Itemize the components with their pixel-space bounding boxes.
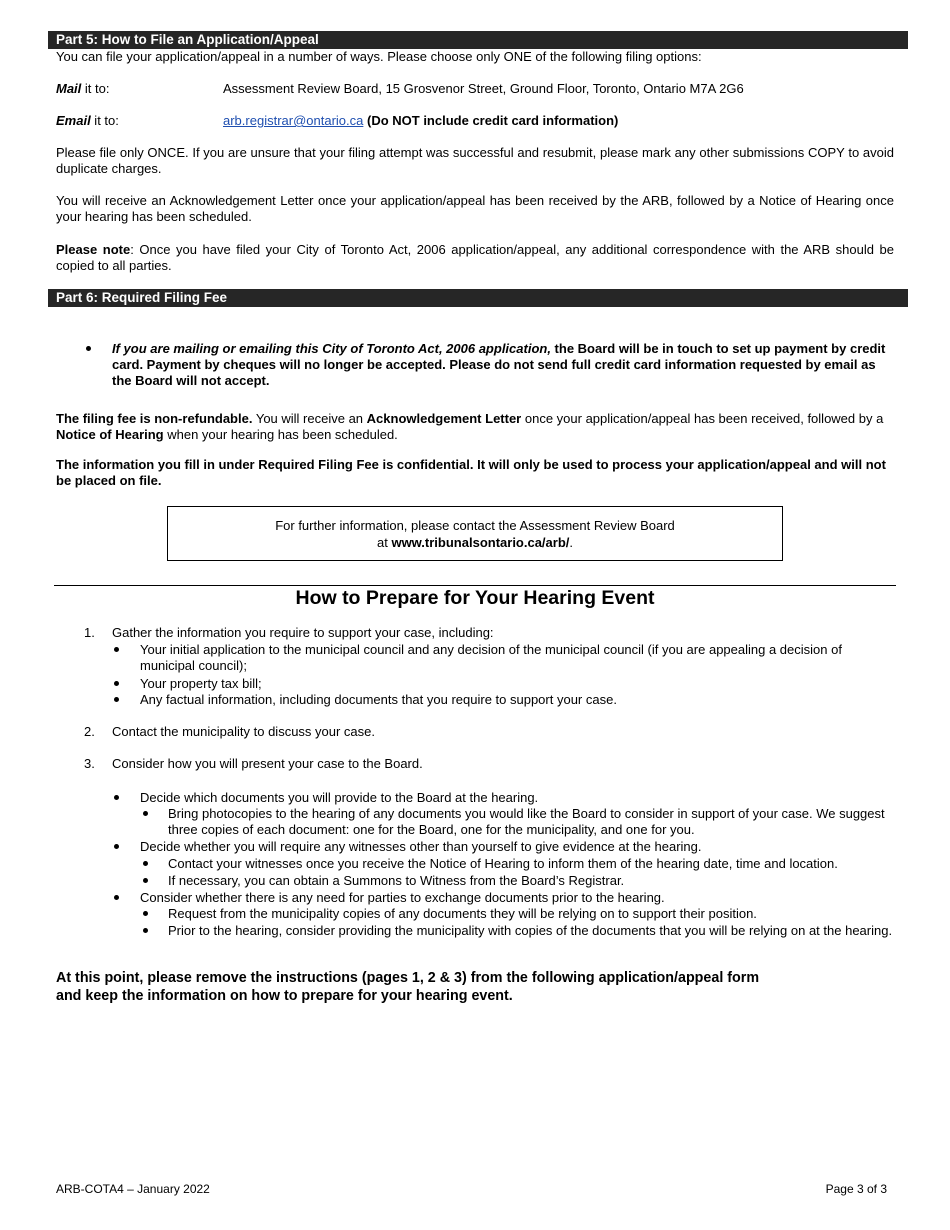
sub-bullet-summons: If necessary, you can obtain a Summons to Witness from the Board’s Registrar.	[168, 873, 625, 888]
payment-bullet	[112, 341, 888, 389]
fee-text-1: You will receive an	[252, 411, 367, 426]
footer-page-number: Page 3 of 3	[825, 1182, 887, 1196]
please-note-bold: Please note	[56, 242, 131, 257]
info-box-period: .	[569, 535, 574, 550]
payment-bullet-text: the Board will be in touch to set up payment by credit card. Payment by cheques will no longer be accepted. Please do not send full credit card information requested by email as the Board will not accept.	[112, 341, 886, 388]
bullet-icon	[114, 895, 119, 900]
item2-text: Contact the municipality to discuss your case.	[112, 724, 376, 739]
final-instruction	[56, 969, 896, 1005]
bullet-icon	[114, 697, 119, 702]
prepare-title: How to Prepare for Your Hearing Event	[295, 587, 655, 609]
item1-bullet-2: Your property tax bill;	[140, 676, 262, 691]
fee-bold: The filing fee is non-refundable.	[56, 411, 253, 426]
info-box-line1: For further information, please contact the Assessment Review Board	[275, 518, 675, 533]
bullet-icon	[114, 844, 119, 849]
footer-form-id: ARB-COTA4 – January 2022	[56, 1182, 210, 1196]
fee-notice-hearing: Notice of Hearing	[56, 427, 164, 442]
confidential-paragraph: The information you fill in under Required Filing Fee is confidential. It will only be used to process your application/appeal and will not be placed on file.	[56, 457, 886, 488]
item3-number: 3.	[84, 756, 95, 771]
acknowledgement-paragraph: You will receive an Acknowledgement Letter once your application/appeal has been received by the ARB, followed by a Notice of Hearing once your hearing has been scheduled.	[56, 193, 894, 224]
info-box-line2	[168, 534, 782, 551]
part5-heading: Part 5: How to File an Application/Appeal	[56, 32, 319, 47]
email-label	[56, 113, 119, 129]
bullet-icon	[143, 928, 148, 933]
email-note: (Do NOT include credit card information)	[367, 113, 619, 128]
sub-bullet-request-copies: Request from the municipality copies of any documents they will be relying on to support their position.	[168, 906, 757, 921]
email-label-rest: it to:	[90, 113, 119, 128]
mail-label-rest: it to:	[81, 81, 110, 96]
final-instruction-line1: At this point, please remove the instructions (pages 1, 2 & 3) from the following application/appeal form	[56, 970, 760, 986]
sub-bullet-documents: Decide which documents you will provide to the Board at the hearing.	[140, 790, 539, 805]
part6-heading-bar	[48, 289, 908, 307]
part6-heading: Part 6: Required Filing Fee	[56, 290, 228, 305]
item1-bullet-3: Any factual information, including documents that you require to support your case.	[140, 692, 617, 707]
part5-heading-bar	[48, 31, 908, 49]
bullet-icon	[86, 346, 91, 351]
bullet-icon	[114, 795, 119, 800]
mail-label	[56, 81, 109, 97]
item1-bullet-1: Your initial application to the municipal council and any decision of the municipal council (if you are appealing a decision of municipal council);	[140, 642, 842, 673]
file-once-paragraph: Please file only ONCE. If you are unsure that your filing attempt was successful and resubmit, please mark any other submissions COPY to avoid duplicate charges.	[56, 145, 894, 176]
sub-bullet-witnesses: Decide whether you will require any witnesses other than yourself to give evidence at the hearing.	[140, 839, 702, 854]
bullet-icon	[114, 681, 119, 686]
part5-intro: You can file your application/appeal in a number of ways. Please choose only ONE of the following filing options:	[56, 49, 702, 64]
filing-fee-paragraph	[56, 411, 894, 443]
fee-text-2: once your application/appeal has been received, followed by a	[521, 411, 884, 426]
bullet-icon	[143, 878, 148, 883]
email-label-em: Email	[56, 113, 91, 128]
email-value	[223, 113, 618, 129]
bullet-icon	[143, 811, 148, 816]
info-box-url: www.tribunalsontario.ca/arb/	[391, 535, 570, 550]
sub-bullet-contact-witnesses: Contact your witnesses once you receive the Notice of Hearing to inform them of the hearing date, time and location.	[168, 856, 838, 871]
please-note-paragraph	[56, 242, 894, 274]
info-box	[167, 506, 783, 561]
bullet-icon	[143, 861, 148, 866]
item1-number: 1.	[84, 625, 95, 640]
sub-bullet-provide-copies: Prior to the hearing, consider providing the municipality with copies of the documents that you will be relying on at the hearing.	[168, 923, 893, 938]
fee-ack-letter: Acknowledgement Letter	[366, 411, 522, 426]
sub-bullet-exchange: Consider whether there is any need for parties to exchange documents prior to the hearing.	[140, 890, 665, 905]
please-note-text: : Once you have filed your City of Toronto Act, 2006 application/appeal, any additional correspondence with the ARB should be copied to all parties.	[56, 242, 894, 273]
item3-text: Consider how you will present your case to the Board.	[112, 756, 423, 771]
info-box-at: at	[376, 535, 392, 550]
item1-text: Gather the information you require to support your case, including:	[112, 625, 494, 640]
fee-text-3: when your hearing has been scheduled.	[163, 427, 398, 442]
item2-number: 2.	[84, 724, 95, 739]
mail-label-em: Mail	[56, 81, 82, 96]
payment-bullet-italic: If you are mailing or emailing this City of Toronto Act, 2006 application,	[112, 341, 551, 356]
mail-address: Assessment Review Board, 15 Grosvenor Street, Ground Floor, Toronto, Ontario M7A 2G6	[223, 81, 744, 96]
final-instruction-line2: and keep the information on how to prepare for your hearing event.	[56, 988, 513, 1004]
bullet-icon	[143, 911, 148, 916]
email-link[interactable]: arb.registrar@ontario.ca	[223, 113, 364, 128]
sub-bullet-photocopies: Bring photocopies to the hearing of any documents you would like the Board to consider in support of your case. We suggest three copies of each document: one for the Board, one for the municipality, and one for you.	[168, 806, 885, 837]
bullet-icon	[114, 647, 119, 652]
